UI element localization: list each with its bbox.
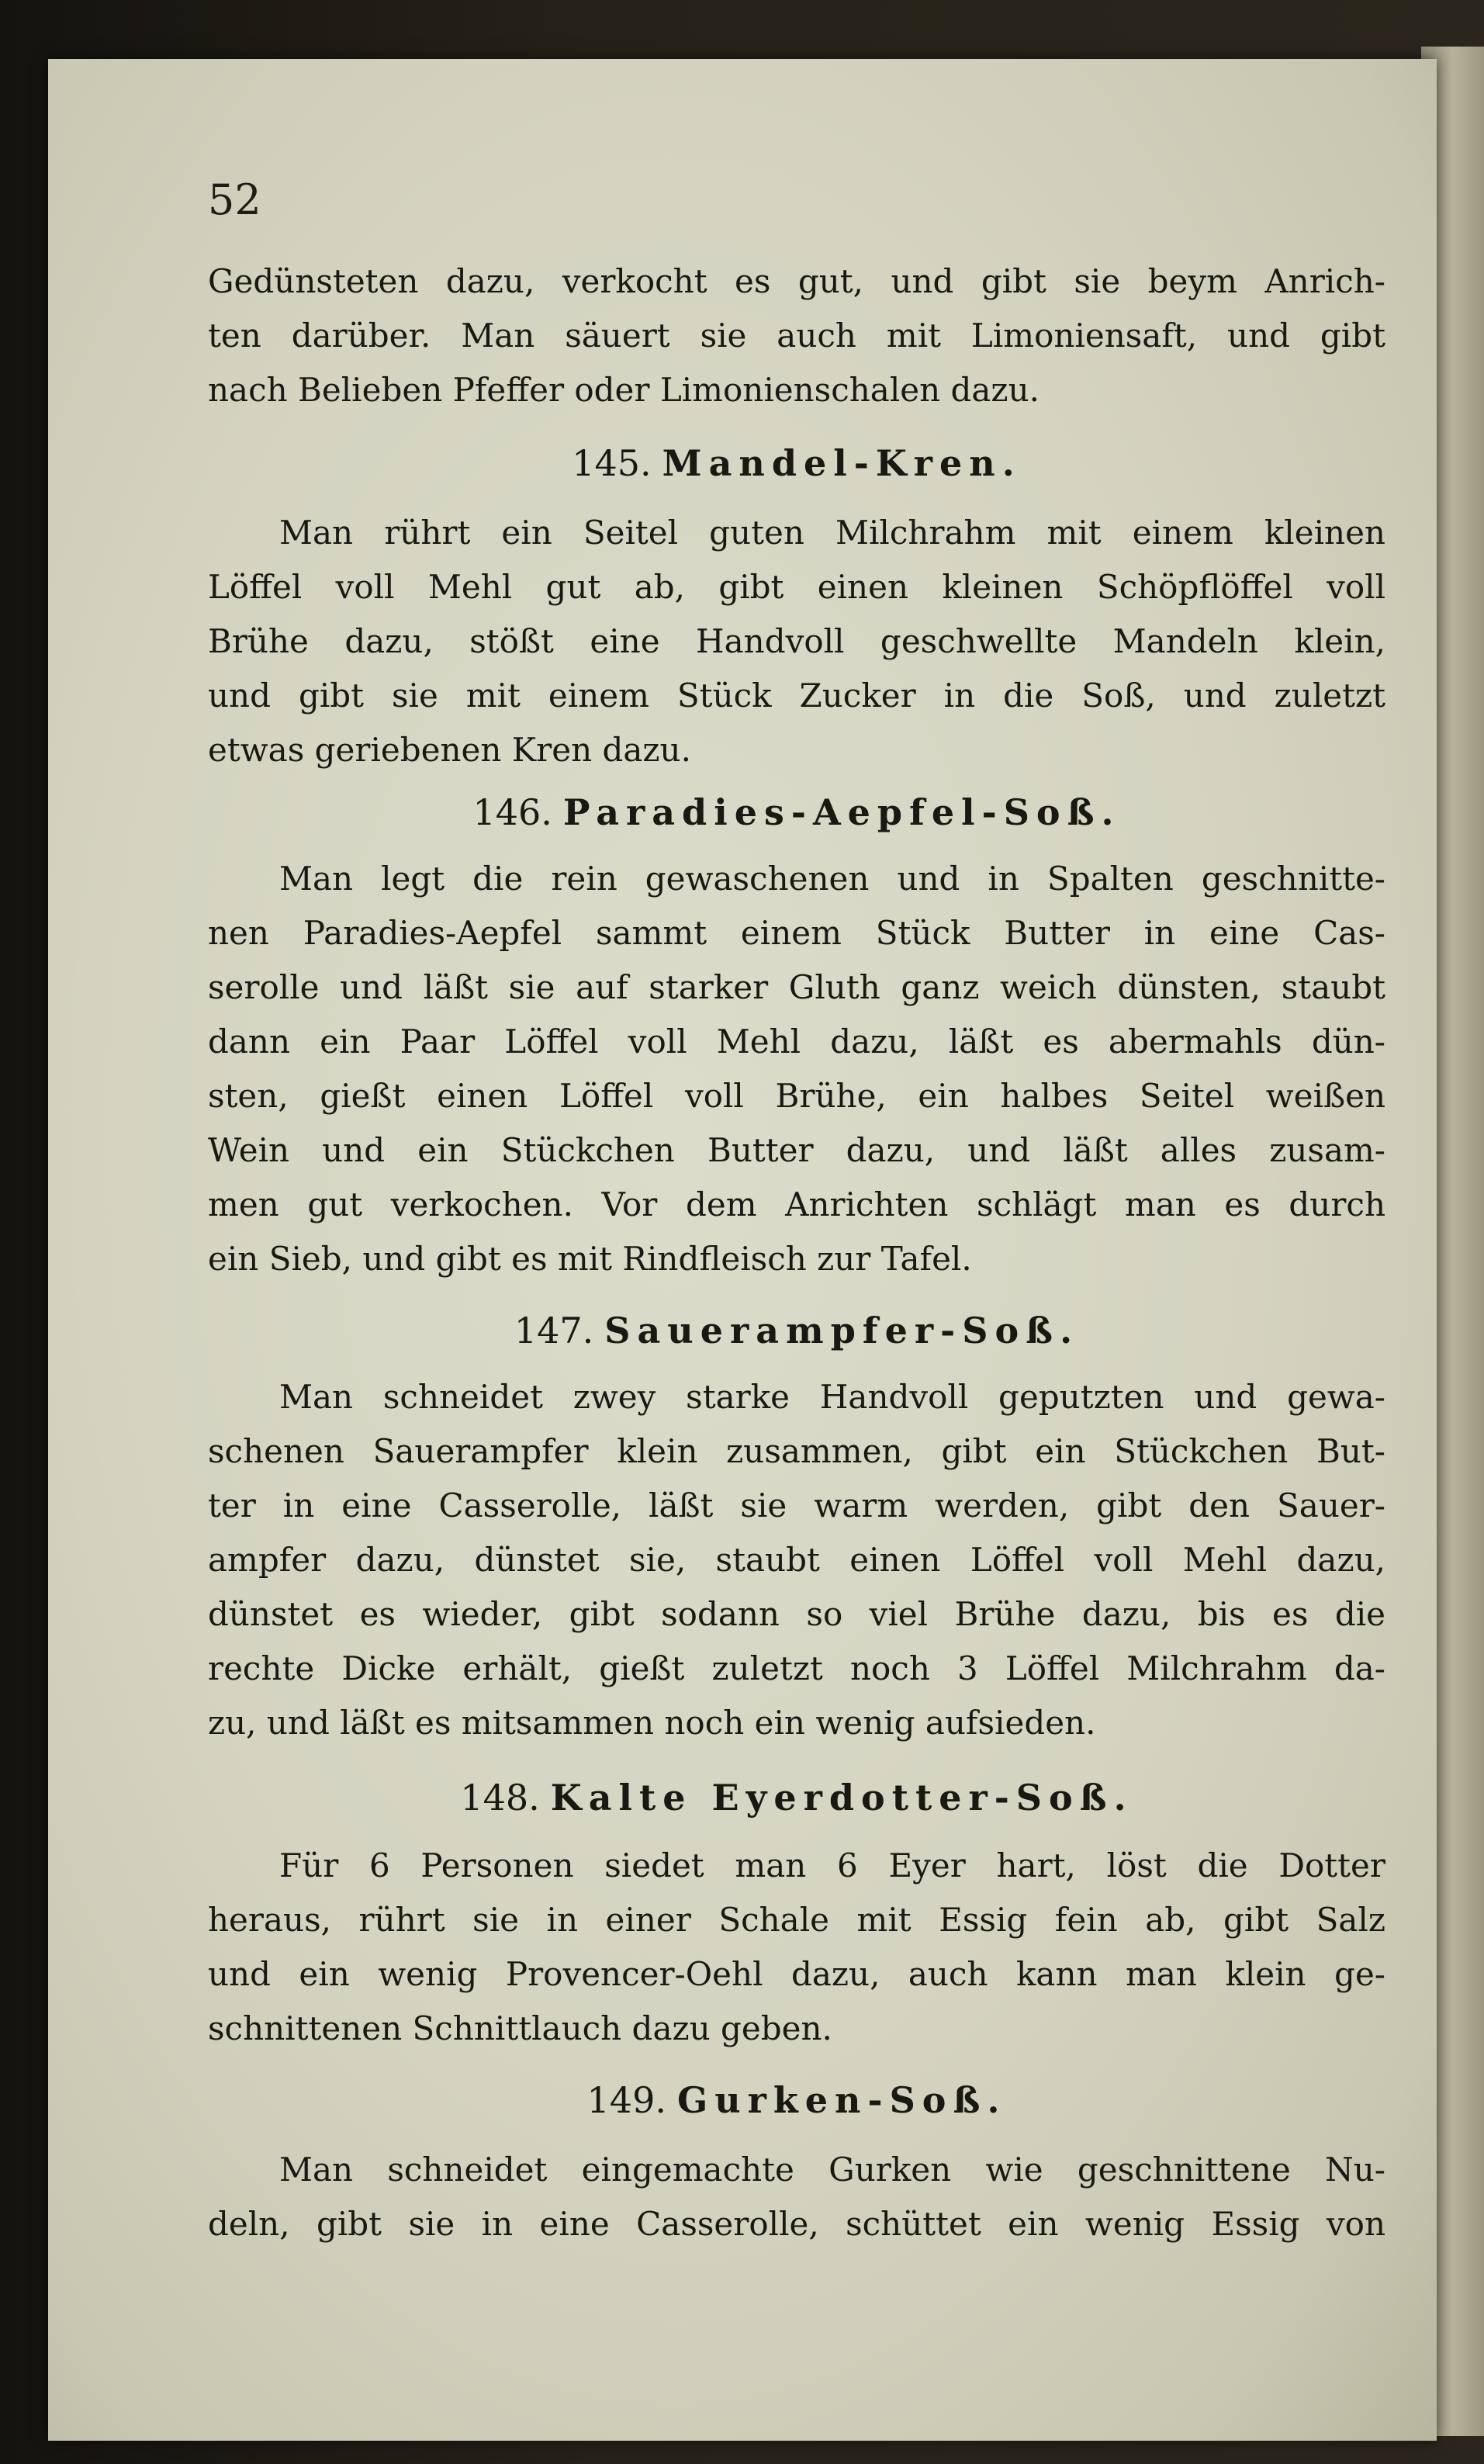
text-line: sten, gießt einen Löffel voll Brühe, ein halbes Seitel weißen <box>208 1077 1385 1115</box>
text-line: nen Paradies-Aepfel sammt einem Stück Butter in eine Cas- <box>208 914 1385 952</box>
text-line: nach Belieben Pfeffer oder Limonienschalen dazu. <box>208 371 1039 409</box>
recipe-heading-148 <box>208 1770 1385 1825</box>
text-line: Man schneidet zwey starke Handvoll geputzten und gewa- <box>279 1378 1385 1416</box>
recipe-body-145 <box>208 506 1385 777</box>
recipe-body-148 <box>208 1839 1385 2056</box>
recipe-title: Mandel-Kren. <box>662 442 1022 484</box>
recipe-heading-147 <box>208 1303 1385 1358</box>
text-line: Brühe dazu, stößt eine Handvoll geschwellte Mandeln klein, <box>208 622 1385 660</box>
recipe-title: Kalte Eyerdotter-Soß. <box>550 1777 1133 1819</box>
text-line: zu, und läßt es mitsammen noch ein wenig aufsieden. <box>208 1704 1096 1742</box>
text-line: ampfer dazu, dünstet sie, staubt einen Löffel voll Mehl dazu, <box>208 1541 1385 1579</box>
text-line: deln, gibt sie in eine Casserolle, schüttet ein wenig Essig von <box>208 2205 1385 2243</box>
recipe-body-147 <box>208 1370 1385 1750</box>
text-line: ein Sieb, und gibt es mit Rindfleisch zur Tafel. <box>208 1240 972 1278</box>
intro-paragraph <box>208 254 1385 417</box>
recipe-title: Paradies-Aepfel-Soß. <box>562 791 1121 833</box>
text-line: Man legt die rein gewaschenen und in Spalten geschnitte- <box>279 860 1385 898</box>
text-line: schenen Sauerampfer klein zusammen, gibt ein Stückchen But- <box>208 1432 1385 1470</box>
text-line: Gedünsteten dazu, verkocht es gut, und gibt sie beym Anrich- <box>208 262 1385 300</box>
text-line: heraus, rührt sie in einer Schale mit Essig fein ab, gibt Salz <box>208 1901 1385 1939</box>
recipe-number: 147. <box>514 1310 594 1351</box>
text-line: Man rührt ein Seitel guten Milchrahm mit einem kleinen <box>279 514 1385 552</box>
recipe-number: 146. <box>472 791 552 833</box>
text-line: dünstet es wieder, gibt sodann so viel Brühe dazu, bis es die <box>208 1595 1385 1633</box>
recipe-body-146 <box>208 852 1385 1286</box>
recipe-number: 149. <box>586 2079 666 2121</box>
recipe-number: 148. <box>460 1777 540 1819</box>
page-number: 52 <box>208 175 261 224</box>
text-line: Man schneidet eingemachte Gurken wie geschnittene Nu- <box>279 2151 1385 2189</box>
text-line: und ein wenig Provencer-Oehl dazu, auch kann man klein ge- <box>208 1955 1385 1993</box>
recipe-title: Sauerampfer-Soß. <box>604 1310 1080 1351</box>
recipe-heading-145 <box>208 436 1385 490</box>
text-line: schnittenen Schnittlauch dazu geben. <box>208 2009 832 2047</box>
text-line: ter in eine Casserolle, läßt sie warm werden, gibt den Sauer- <box>208 1486 1385 1524</box>
recipe-body-149 <box>208 2143 1385 2251</box>
text-line: und gibt sie mit einem Stück Zucker in die Soß, und zuletzt <box>208 677 1385 715</box>
text-line: Löffel voll Mehl gut ab, gibt einen kleinen Schöpflöffel voll <box>208 568 1385 606</box>
recipe-title: Gurken-Soß. <box>676 2079 1007 2121</box>
recipe-heading-146 <box>208 785 1385 839</box>
text-line: dann ein Paar Löffel voll Mehl dazu, läßt es abermahls dün- <box>208 1023 1385 1061</box>
text-line: rechte Dicke erhält, gießt zuletzt noch 3 Löffel Milchrahm da- <box>208 1649 1385 1687</box>
recipe-heading-149 <box>208 2073 1385 2127</box>
text-line: etwas geriebenen Kren dazu. <box>208 731 691 769</box>
text-line: Für 6 Personen siedet man 6 Eyer hart, löst die Dotter <box>279 1846 1385 1884</box>
text-line: ten darüber. Man säuert sie auch mit Limoniensaft, und gibt <box>208 317 1385 355</box>
text-line: serolle und läßt sie auf starker Gluth ganz weich dünsten, staubt <box>208 968 1385 1006</box>
text-line: Wein und ein Stückchen Butter dazu, und läßt alles zusam- <box>208 1131 1385 1169</box>
text-line: men gut verkochen. Vor dem Anrichten schlägt man es durch <box>208 1185 1385 1223</box>
recipe-number: 145. <box>572 442 652 484</box>
